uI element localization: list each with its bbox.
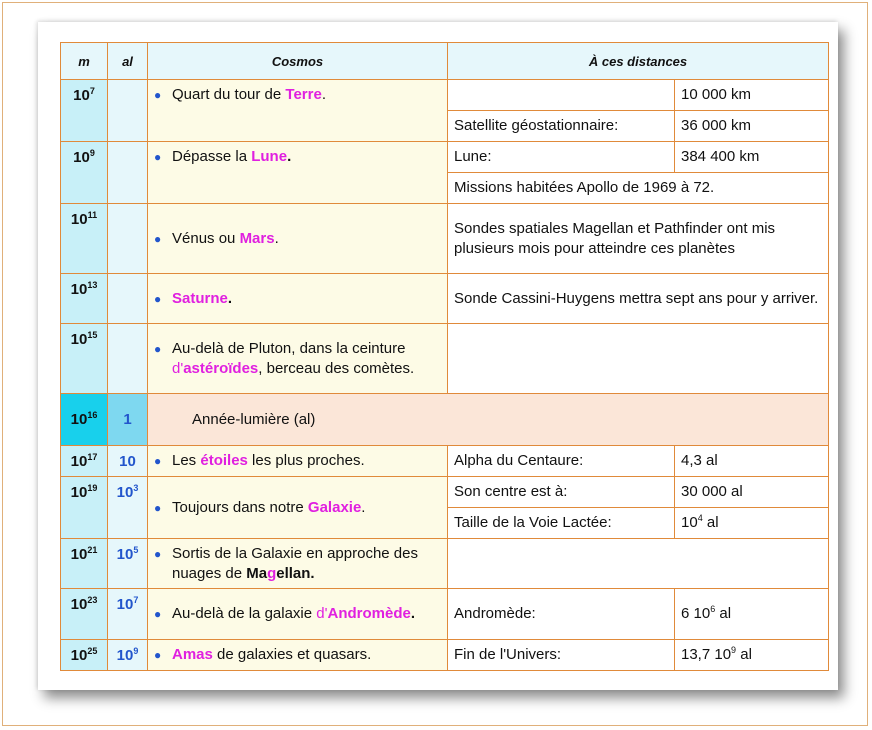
table-row bbox=[61, 446, 829, 477]
cosmos-cell: ● Les étoiles les plus proches. bbox=[148, 446, 448, 477]
distance-note bbox=[448, 539, 829, 589]
m-cell: $10^9$ bbox=[61, 142, 108, 204]
distance-label: Andromède: bbox=[448, 589, 675, 640]
m-cell: $10^{23}$ bbox=[61, 589, 108, 640]
m-cell: $10^7$ bbox=[61, 80, 108, 142]
distance-note: Sonde Cassini-Huygens mettra sept ans pour y arriver. bbox=[448, 274, 829, 324]
table-row bbox=[61, 324, 829, 394]
distance-value: 13,7 $10^9$ al bbox=[675, 640, 829, 671]
cosmos-cell: ● Au-delà de Pluton, dans la ceinture d'astéroïdes, berceau des comètes. bbox=[148, 324, 448, 394]
distance-value: 384 400 km bbox=[675, 142, 829, 173]
distance-note bbox=[448, 324, 829, 394]
distance-value: 10 000 km bbox=[675, 80, 829, 111]
header-al: al bbox=[108, 43, 148, 80]
al-cell: $10^9$ bbox=[108, 640, 148, 671]
distance-value: 30 000 al bbox=[675, 477, 829, 508]
distance-note: Missions habitées Apollo de 1969 à 72. bbox=[448, 173, 829, 204]
al-cell bbox=[108, 324, 148, 394]
distance-value: 4,3 al bbox=[675, 446, 829, 477]
table-row bbox=[61, 204, 829, 274]
distance-label: Satellite géostationnaire: bbox=[448, 111, 675, 142]
bullet-icon: ● bbox=[154, 88, 162, 102]
table-row bbox=[61, 539, 829, 589]
bullet-icon: ● bbox=[154, 150, 162, 164]
al-cell bbox=[108, 142, 148, 204]
cosmos-cell: ● Dépasse la Lune. bbox=[148, 142, 448, 204]
header-row bbox=[61, 43, 829, 80]
al-cell bbox=[108, 204, 148, 274]
table-row bbox=[61, 274, 829, 324]
bullet-icon: ● bbox=[154, 607, 162, 621]
al-cell: 1 bbox=[108, 394, 148, 446]
distance-note: Sondes spatiales Magellan et Pathfinder ont mis plusieurs mois pour atteindre ces planètes bbox=[448, 204, 829, 274]
header-cosmos: Cosmos bbox=[148, 43, 448, 80]
bullet-icon: ● bbox=[154, 291, 162, 306]
al-cell: $10^5$ bbox=[108, 539, 148, 589]
header-distances: À ces distances bbox=[448, 43, 829, 80]
cosmos-cell: ● Amas de galaxies et quasars. bbox=[148, 640, 448, 671]
cosmos-distance-table bbox=[60, 42, 829, 671]
table-row bbox=[61, 142, 829, 173]
table-row bbox=[61, 640, 829, 671]
bullet-icon: ● bbox=[154, 500, 162, 515]
distance-label: Taille de la Voie Lactée: bbox=[448, 508, 675, 539]
m-cell: $10^{11}$ bbox=[61, 204, 108, 274]
table-row bbox=[61, 394, 829, 446]
cosmos-cell: ● Quart du tour de Terre. bbox=[148, 80, 448, 142]
bullet-icon: ● bbox=[154, 648, 162, 662]
cosmos-cell: ● Vénus ou Mars. bbox=[148, 204, 448, 274]
distance-value: 36 000 km bbox=[675, 111, 829, 142]
cosmos-cell: ● Sortis de la Galaxie en approche des nuages de Magellan. bbox=[148, 539, 448, 589]
bullet-icon: ● bbox=[154, 231, 162, 246]
cosmos-cell: ● Saturne. bbox=[148, 274, 448, 324]
distance-value: $10^4$ al bbox=[675, 508, 829, 539]
m-cell: $10^{19}$ bbox=[61, 477, 108, 539]
table-row bbox=[61, 477, 829, 508]
al-cell bbox=[108, 274, 148, 324]
distance-label: Fin de l'Univers: bbox=[448, 640, 675, 671]
light-year-band: Année-lumière (al) bbox=[148, 394, 829, 446]
m-cell: $10^{17}$ bbox=[61, 446, 108, 477]
distance-label bbox=[448, 80, 675, 111]
m-cell: $10^{13}$ bbox=[61, 274, 108, 324]
m-cell: $10^{15}$ bbox=[61, 324, 108, 394]
al-cell: $10^7$ bbox=[108, 589, 148, 640]
distance-label: Lune: bbox=[448, 142, 675, 173]
cosmos-cell: ● Au-delà de la galaxie d'Andromède. bbox=[148, 589, 448, 640]
al-cell: 10 bbox=[108, 446, 148, 477]
m-cell: $10^{21}$ bbox=[61, 539, 108, 589]
al-cell: $10^3$ bbox=[108, 477, 148, 539]
bullet-icon: ● bbox=[154, 341, 162, 356]
header-m: m bbox=[61, 43, 108, 80]
bullet-icon: ● bbox=[154, 454, 162, 468]
al-cell bbox=[108, 80, 148, 142]
distance-label: Son centre est à: bbox=[448, 477, 675, 508]
table-row bbox=[61, 589, 829, 640]
table-row bbox=[61, 80, 829, 111]
m-cell: $10^{25}$ bbox=[61, 640, 108, 671]
distance-value: 6 $10^6$ al bbox=[675, 589, 829, 640]
m-cell: $10^{16}$ bbox=[61, 394, 108, 446]
bullet-icon: ● bbox=[154, 546, 162, 561]
distance-label: Alpha du Centaure: bbox=[448, 446, 675, 477]
cosmos-cell: ● Toujours dans notre Galaxie. bbox=[148, 477, 448, 539]
